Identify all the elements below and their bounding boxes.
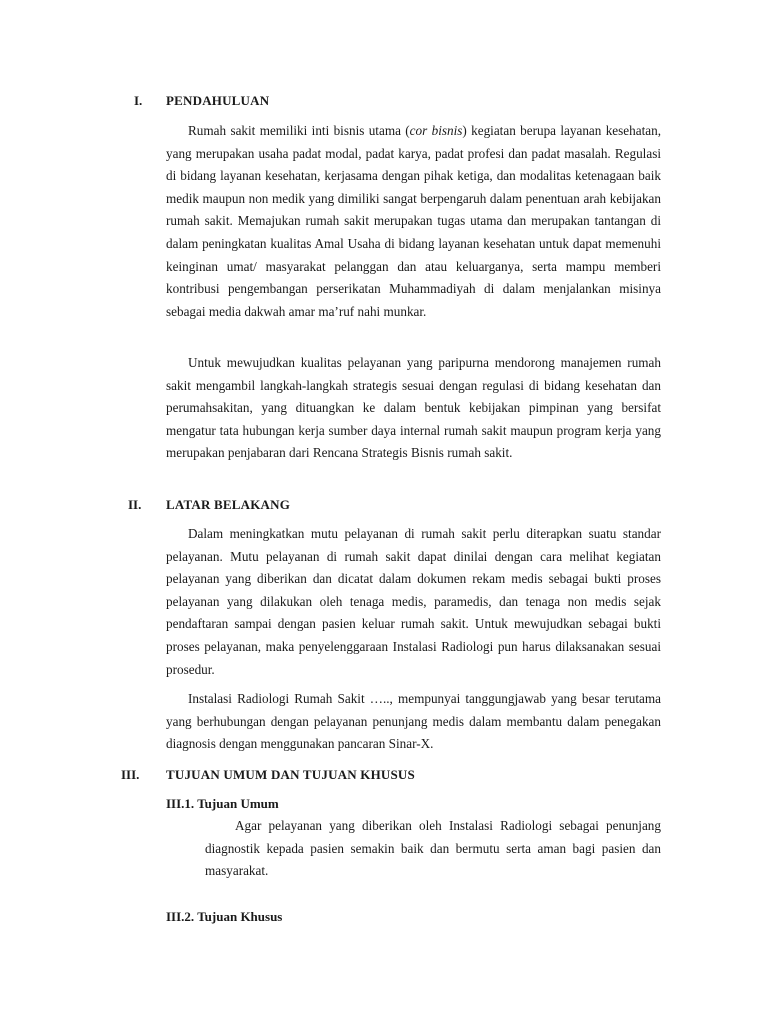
paragraph: Agar pelayanan yang diberikan oleh Instalasi Radiologi sebagai penunjang diagnostik kepada pasien semakin baik dan bermutu serta aman bagi pasien dan masyarakat. — [205, 818, 661, 879]
paragraph: Dalam meningkatkan mutu pelayanan di rumah sakit perlu diterapkan suatu standar pelayanan. Mutu pelayanan di rumah sakit dapat dinilai dengan cara melihat kegiatan pelayanan yang diberikan dan dicatat dalam dokumen rekam medis sebagai bukti proses pelayanan yang dilakukan oleh tenaga medis, paramedis, dan tenaga non medis sejak pendaftaran sampai dengan pasien keluar rumah sakit. Untuk mewujudkan sebagai bukti proses pelayanan, maka penyelenggaraan Instalasi Radiologi pun harus dilaksanakan sesuai prosedur. — [166, 526, 661, 677]
section-number: II. — [128, 497, 142, 512]
section-title: TUJUAN UMUM DAN TUJUAN KHUSUS — [166, 767, 415, 782]
paragraph: Rumah sakit memiliki inti bisnis utama (cor bisnis) kegiatan berupa layanan kesehatan, yang merupakan usaha padat modal, padat karya, padat profesi dan padat masalah. Regulasi di bidang layanan kesehatan, kerjasama dengan pihak ketiga, dan modalitas ketenagaan baik medik maupun non medik yang dimiliki sangat berpengaruh dalam penentuan arah kebijakan rumah sakit. Memajukan rumah sakit merupakan tugas utama dan merupakan tantangan di dalam peningkatan kualitas Amal Usaha di bidang layanan kesehatan untuk dapat memenuhi keinginan umat/ masyarakat pelanggan dan atau keluarganya, serta mampu memberi kontribusi pengembangan perserikatan Muhammadiyah di dalam menjalankan misinya sebagai media dakwah amar ma’ruf nahi munkar. — [166, 123, 662, 319]
paragraph: Untuk mewujudkan kualitas pelayanan yang paripurna mendorong manajemen rumah sakit mengambil langkah-langkah strategis sesuai dengan regulasi di bidang kesehatan dan perumahsakitan, yang dituangkan ke dalam bentuk kebijakan pimpinan yang bersifat mengatur tata hubungan kerja sumber daya internal rumah sakit maupun program kerja yang merupakan penjabaran dari Rencana Strategis Bisnis rumah sakit. — [166, 355, 661, 461]
section-number: III. — [121, 767, 140, 782]
subsection-title: III.1. Tujuan Umum — [166, 796, 279, 811]
paragraph: Instalasi Radiologi Rumah Sakit ….., mempunyai tanggungjawab yang besar terutama yang berhubungan dengan pelayanan penunjang medis dalam membantu dalam penegakan diagnosis dengan menggunakan pancaran Sinar-X. — [166, 691, 661, 752]
section-number: I. — [134, 93, 143, 108]
section-title: LATAR BELAKANG — [166, 497, 291, 512]
subsection-title: III.2. Tujuan Khusus — [166, 909, 283, 924]
italic-term: cor bisnis — [409, 123, 463, 138]
section-title: PENDAHULUAN — [166, 93, 270, 108]
